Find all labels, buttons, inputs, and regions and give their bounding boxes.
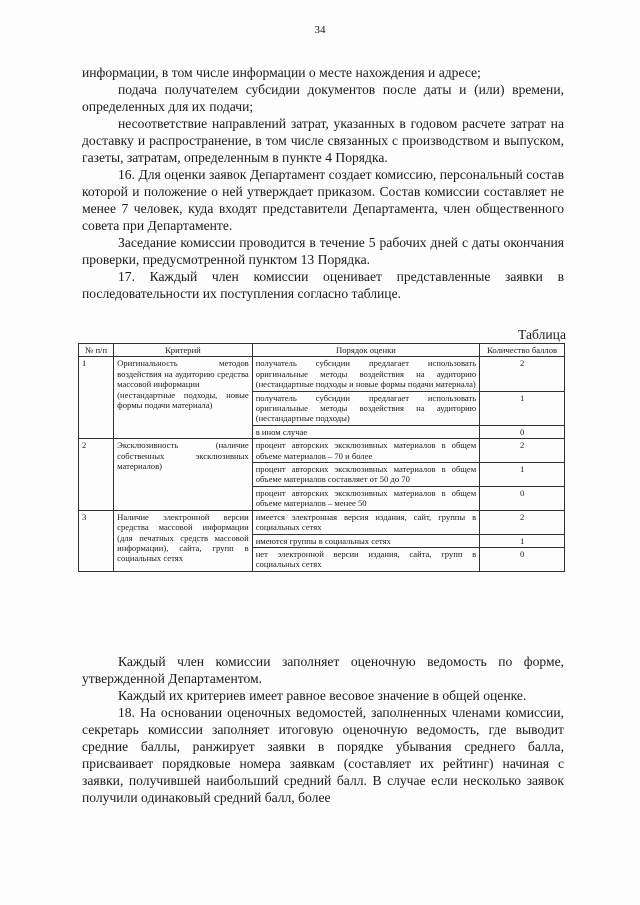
paragraph: 17. Каждый член комиссии оценивает представленные заявки в последовательности их поступления согласно таблице. xyxy=(82,269,564,301)
bottom-text-block xyxy=(82,653,564,806)
cell-score: 1 xyxy=(480,391,565,425)
cell-order: имеются группы в социальных сетях xyxy=(252,534,479,547)
cell-score: 2 xyxy=(480,357,565,391)
cell-order: процент авторских эксклюзивных материалов в общем объеме материалов – 70 и более xyxy=(252,439,479,463)
cell-num: 2 xyxy=(79,439,114,510)
paragraph: Каждый член комиссии заполняет оценочную ведомость по форме, утвержденной Департаментом. xyxy=(82,654,564,686)
cell-score: 0 xyxy=(480,486,565,510)
cell-score: 1 xyxy=(480,463,565,487)
criterion-text: Оригинальность методов воздействия на аудиторию средства массовой информации xyxy=(117,358,249,390)
header-score: Количество баллов xyxy=(480,344,565,357)
criterion-text: (нестандартные подходы, новые формы подачи материала) xyxy=(117,389,249,411)
cell-score: 2 xyxy=(480,439,565,463)
cell-score: 2 xyxy=(480,510,565,534)
paragraph: подача получателем субсидии документов после даты и (или) времени, определенных для их подачи; xyxy=(82,82,564,114)
cell-criterion xyxy=(114,357,253,439)
criteria-table xyxy=(78,343,565,572)
paragraph: информации, в том числе информации о месте нахождения и адресе; xyxy=(82,65,481,80)
cell-num: 1 xyxy=(79,357,114,439)
cell-order: получатель субсидии предлагает использовать оригинальные методы воздействия на аудиторию (нестандартные подходы) xyxy=(252,391,479,425)
cell-order: процент авторских эксклюзивных материалов в общем объеме материалов – менее 50 xyxy=(252,486,479,510)
table-header-row xyxy=(79,344,565,357)
paragraph: Заседание комиссии проводится в течение 5 рабочих дней с даты окончания проверки, предусмотренной пунктом 13 Порядка. xyxy=(82,235,564,267)
table-row xyxy=(79,510,565,534)
page-number: 34 xyxy=(314,24,326,36)
paragraph: Каждый их критериев имеет равное весовое значение в общей оценке. xyxy=(118,688,527,703)
cell-score: 0 xyxy=(480,547,565,571)
cell-order: имеется электронная версия издания, сайт, группы в социальных сетях xyxy=(252,510,479,534)
cell-order: в ином случае xyxy=(252,425,479,438)
cell-order: процент авторских эксклюзивных материалов в общем объеме материалов составляет от 50 до 70 xyxy=(252,463,479,487)
cell-num: 3 xyxy=(79,510,114,571)
header-order: Порядок оценки xyxy=(252,344,479,357)
cell-criterion: Эксклюзивность (наличие собственных эксклюзивных материалов) xyxy=(114,439,253,510)
cell-order: получатель субсидии предлагает использовать оригинальные методы воздействия на аудиторию (нестандартные подходы и новые формы подачи материала) xyxy=(252,357,479,391)
table-caption: Таблица xyxy=(518,327,566,342)
top-text-block xyxy=(82,64,564,302)
cell-score: 0 xyxy=(480,425,565,438)
paragraph: 16. Для оценки заявок Департамент создает комиссию, персональный состав которой и положение о ней утверждает приказом. Состав комиссии составляет не менее 7 человек, куда входят представители Департамента, член общественного совета при Департаменте. xyxy=(82,167,564,233)
cell-score: 1 xyxy=(480,534,565,547)
paragraph: несоответствие направлений затрат, указанных в годовом расчете затрат на доставку и распространение, в том числе связанных с производством и выпуском, газеты, затратам, определенным в пункте 4 Порядка. xyxy=(82,116,564,165)
cell-order: нет электронной версии издания, сайта, групп в социальных сетях xyxy=(252,547,479,571)
header-criterion: Критерий xyxy=(114,344,253,357)
paragraph: 18. На основании оценочных ведомостей, заполненных членами комиссии, секретарь комиссии заполняет итоговую оценочную ведомость, где выводит средние баллы, ранжирует заявки в порядке убывания среднего балла, присваивает порядковые номера заявкам (составляет их рейтинг) начиная с заявки, получившей наибольший средний балл. В случае если несколько заявок получили одинаковый средний балл, более xyxy=(82,705,564,805)
table-row xyxy=(79,357,565,391)
table-row xyxy=(79,439,565,463)
cell-criterion: Наличие электронной версии средства массовой информации (для печатных средств массовой информации), сайта, групп в социальных сетях xyxy=(114,510,253,571)
header-num: № п/п xyxy=(79,344,114,357)
